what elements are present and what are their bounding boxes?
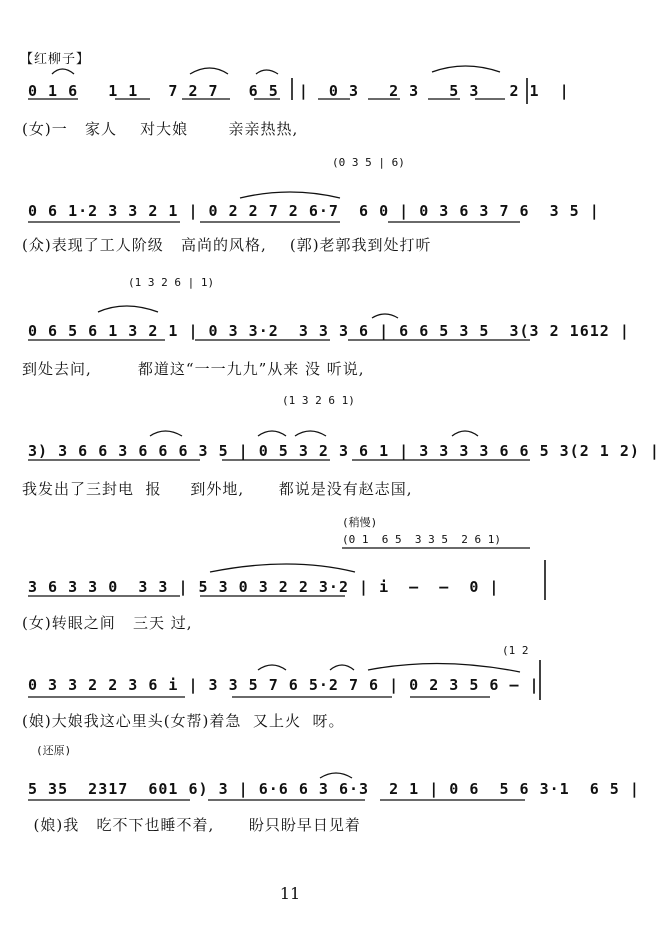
lyrics-line: (众)表现了工人阶级 高尚的风格, (郭)老郭我到处打听 xyxy=(22,236,432,254)
lyrics-line: (娘)我 吃不下也睡不着, 盼只盼早日见着 xyxy=(22,816,361,834)
notation-line: 0 3 3 2 2 3 6 i | 3 3 5 7 6 5·2 7 6 | 0 2 3 5 6 — | xyxy=(28,676,540,694)
upper-annotation: (1 2 xyxy=(502,644,529,657)
notation-line: 0 1 6 1 1 7 2 7 6 5 | 0 3 2 3 5 3 2 1 | xyxy=(28,82,570,100)
lyrics-line: (女)一 家人 对大娘 亲亲热热, xyxy=(22,120,299,138)
section-label: 【红柳子】 xyxy=(20,52,91,67)
notation-line: 3) 3 6 6 3 6 6 6 3 5 | 0 5 3 2 3 6 1 | 3 3 3 3 6 6 5 3(2 1 2) | xyxy=(28,442,660,460)
notation-line: 3 6 3 3 0 3 3 | 5 3 0 3 2 2 3·2 | i — — 0 | xyxy=(28,578,500,596)
page-number: 11 xyxy=(279,884,301,903)
upper-annotation: (1 3 2 6 | 1) xyxy=(128,276,215,289)
upper-annotation: (还原) xyxy=(36,744,72,757)
notation-line: 0 6 5 6 1 3 2 1 | 0 3 3·2 3 3 3 6 | 6 6 5 3 5 3(3 2 1612 | xyxy=(28,322,630,340)
lyrics-line: (娘)大娘我这心里头(女帮)着急 又上火 呀。 xyxy=(22,712,345,730)
upper-annotation: (0 3 5 | 6) xyxy=(332,156,405,169)
lyrics-line: 到处去问, 都道这“一一九九”从来 没 听说, xyxy=(22,360,365,378)
notation-line: 5 35 2317 601 6) 3 | 6·6 6 3 6·3 2 1 | 0 6 5 6 3·1 6 5 | xyxy=(28,780,640,798)
lyrics-line: (女)转眼之间 三天 过, xyxy=(22,614,193,632)
notation-line: 0 6 1·2 3 3 2 1 | 0 2 2 7 2 6·7 6 0 | 0 3 6 3 7 6 3 5 | xyxy=(28,202,600,220)
upper-annotation: (1 3 2 6 1) xyxy=(282,394,355,407)
upper-annotation: (稍慢) (0 1 6 5 3 3 5 2 6 1) xyxy=(342,516,501,546)
lyrics-line: 我发出了三封电 报 到外地, 都说是没有赵志国, xyxy=(22,480,413,498)
